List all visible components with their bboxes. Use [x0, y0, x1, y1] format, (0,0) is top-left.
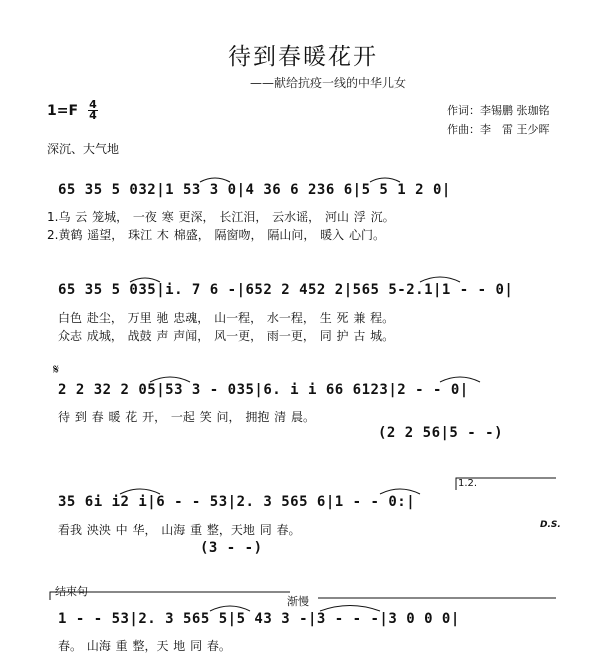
subtitle: ——献给抗疫一线的中华儿女	[250, 76, 407, 90]
time-signature-bottom: 4	[89, 109, 97, 122]
tempo-marking: 深沉、大气地	[47, 142, 120, 156]
page-title: 待到春暖花开	[228, 44, 378, 70]
volta-label: 1.2.	[458, 478, 478, 489]
slur	[380, 489, 420, 494]
score-line-3-lyric: 待 到 春 暖 花 开， 一起 笑 问， 拥抱 清 晨。	[58, 410, 315, 424]
score-line-4-notes: 35 6i i2 i|6 - - 53|2. 3 565 6|1 - - 0:|	[58, 494, 416, 510]
score-line-2-lyric-verse1: 白色 赴尘， 万里 驰 忠魂， 山一程， 水一程， 生 死 兼 程。	[58, 311, 395, 325]
coda-tempo-mark: 渐慢	[287, 595, 309, 608]
composer-credit: 作曲：李 雷 王少晖	[447, 123, 550, 136]
slur	[210, 606, 250, 611]
score-line-4-lyric: 看我 泱泱 中 华， 山海 重 整，天地 同 春。	[58, 523, 301, 537]
score-line-4-accompaniment: (3 - -)	[200, 540, 263, 556]
score-line-5-notes: 1 - - 53|2. 3 565 5|5 43 3 -|3 - - -|3 0 0 0|	[58, 611, 460, 627]
slur	[370, 178, 400, 182]
score-line-1-lyric-verse2: 2.黄鹤 遥望， 珠江 木 棉盛， 隔窗吻， 隔山问， 暖入 心门。	[47, 228, 385, 242]
slur	[130, 278, 160, 282]
volta-bracket	[456, 478, 556, 490]
score-line-3-notes: 2 2 32 2 05|53 3 - 035|6. i i 66 6123|2 - - 0|	[58, 382, 469, 398]
score-line-2-lyric-verse2: 众志 成城， 战鼓 声 声闻， 风一更， 雨一更， 同 护 古 城。	[58, 329, 395, 343]
score-line-3-accompaniment: (2 2 56|5 - -)	[378, 425, 504, 441]
slur	[200, 178, 230, 182]
slur	[120, 489, 160, 494]
slur	[320, 606, 380, 612]
score-line-2-notes: 65 35 5 035|i. 7 6 -|652 2 452 2|565 5-2.1|1 - - 0|	[58, 282, 514, 298]
coda-label: 结束句	[55, 585, 88, 598]
time-signature-top: 4	[89, 98, 97, 111]
score-line-1-lyric-verse1: 1.乌 云 笼城， 一夜 寒 更深， 长江泪， 云水谣， 河山 浮 沉。	[47, 210, 395, 224]
coda-bracket	[50, 592, 290, 600]
score-line-1-notes: 65 35 5 032|1 53 3 0|4 36 6 236 6|5 5 1 2 0|	[58, 182, 451, 198]
key-signature: 1=F	[47, 103, 79, 119]
score-line-5-lyric: 春。 山海 重 整，天 地 同 春。	[58, 639, 231, 653]
slur	[420, 277, 460, 282]
slur	[440, 377, 480, 382]
lyricist-credit: 作词：李锡鹏 张珈铭	[447, 104, 550, 117]
slur	[150, 377, 190, 382]
segno-sign: 𝄋	[53, 362, 60, 378]
dal-segno-mark: D.S.	[540, 520, 561, 530]
